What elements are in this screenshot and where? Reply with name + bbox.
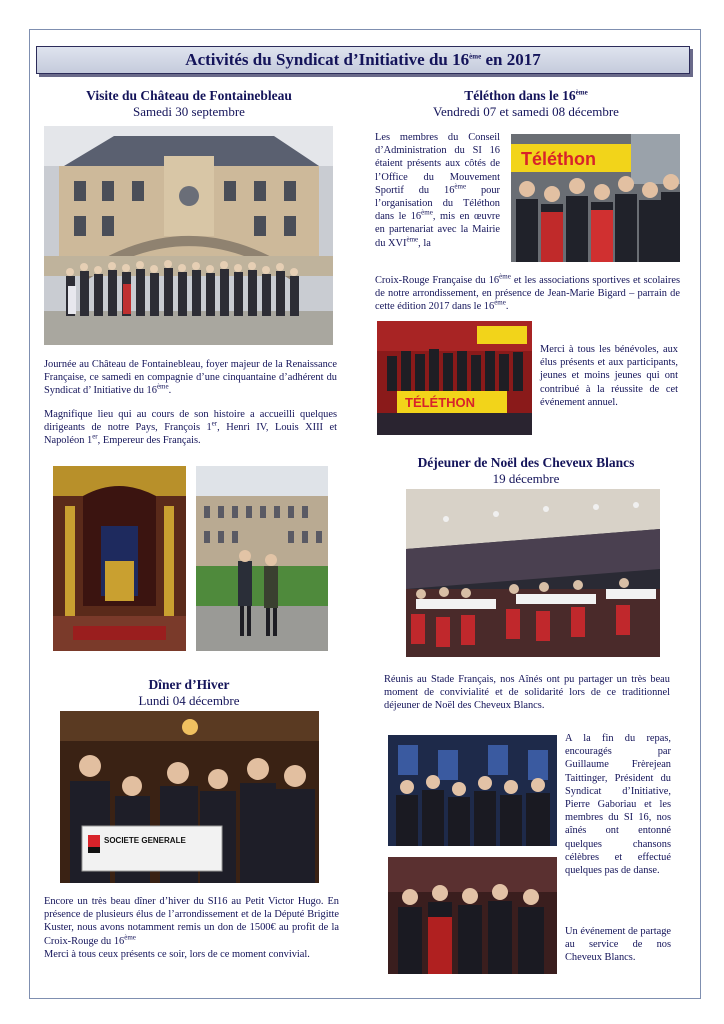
fontainebleau-text: [44, 358, 337, 457]
telethon-date: Vendredi 07 et samedi 08 décembre: [433, 104, 619, 119]
fontainebleau-heading: Visite du Château de Fontainebleau: [86, 88, 292, 103]
noel-photo-1: [388, 735, 557, 846]
noel-paragraph-1: Réunis au Stade Français, nos Aînés ont pu partager un très beau moment de convivialité et de solidarité lors de ce traditionnel déjeuner de Noël des Cheveux Blancs.: [384, 674, 670, 712]
telethon-paragraph-2: Merci à tous les bénévoles, aux élus présents et aux participants, jeunes et moins jeunes qui ont contribué à la réussite de cet événement annuel.: [540, 344, 678, 408]
fontainebleau-date: Samedi 30 septembre: [133, 104, 245, 119]
noel-hall-photo: [406, 489, 660, 657]
noel-photo-2: [388, 857, 557, 974]
telethon-stage-photo: [377, 321, 532, 435]
noel-paragraph-3: Un événement de partage au service de nos Cheveux Blancs.: [565, 926, 671, 964]
throne-room-photo: [53, 466, 186, 651]
cheque-brand: SOCIETE GENERALE: [104, 836, 186, 845]
noel-date: 19 décembre: [492, 471, 560, 486]
noel-paragraph-2: A la fin du repas, encouragés par Guillaume Frèrejean Taittinger, Président du Syndicat d’Initiative, Pierre Gaboriau et les membres du SI 16, nos aînés ont entonné quelques chansons célèbres et effectué quelques pas de danse.: [565, 733, 671, 877]
page-title: Activités du Syndicat d’Initiative du 16ème en 2017: [185, 50, 541, 69]
telethon-paragraph-1-continued: Croix-Rouge Française du 16ème et les associations sportives et scolaires de notre arrondissement, en présence de Jean-Marie Bigard – parrain de cette édition 2017 dans le 16ème.: [375, 272, 680, 313]
fontainebleau-paragraph-2: Magnifique lieu qui au cours de son histoire a accueilli quelques dirigeants de notre Pays, François 1er, Henri IV, Louis XIII et Napoléon 1er, Empereur des Français.: [44, 408, 337, 447]
telethon-group-photo: [511, 134, 680, 262]
telethon-banner-text: Téléthon: [521, 149, 596, 169]
noel-heading: Déjeuner de Noël des Cheveux Blancs: [417, 455, 635, 470]
diner-date: Lundi 04 décembre: [138, 693, 240, 708]
telethon-heading: Téléthon dans le 16ème: [464, 88, 588, 103]
diner-photo: [60, 711, 319, 883]
telethon-stage-text: TÉLÉTHON: [405, 395, 476, 410]
diner-paragraph: Encore un très beau dîner d’hiver du SI16 au Petit Victor Hugo. En présence de plusieurs élus de l’arrondissement et de la Député Brigitte Kuster, nous avons notamment remis un don de 1500€ au profit de la Croix-Rouge du 16ème Merci à tous ceux présents ce soir, lors de ce moment convivial.: [44, 896, 339, 960]
fontainebleau-paragraph-1: Journée au Château de Fontainebleau, foyer majeur de la Renaissance Française, ce samedi en compagnie d’une cinquantaine d’adhérent du Syndicat d’ Initiative du 16ème.: [44, 359, 337, 397]
courtyard-photo: [196, 466, 328, 651]
page-banner: [36, 46, 690, 74]
telethon-paragraph-1: Les membres du Conseil d’Administration du SI 16 étaient présents aux côtés de l’Office du Mouvement Sportif du 16ème pour l’organisation du Téléthon dans le 16ème, mis en œuvre en partenariat avec la Mairie du XVIème, la: [375, 132, 500, 249]
fontainebleau-group-photo: [44, 126, 333, 345]
diner-text: [44, 895, 339, 971]
diner-heading: Dîner d’Hiver: [148, 677, 230, 692]
